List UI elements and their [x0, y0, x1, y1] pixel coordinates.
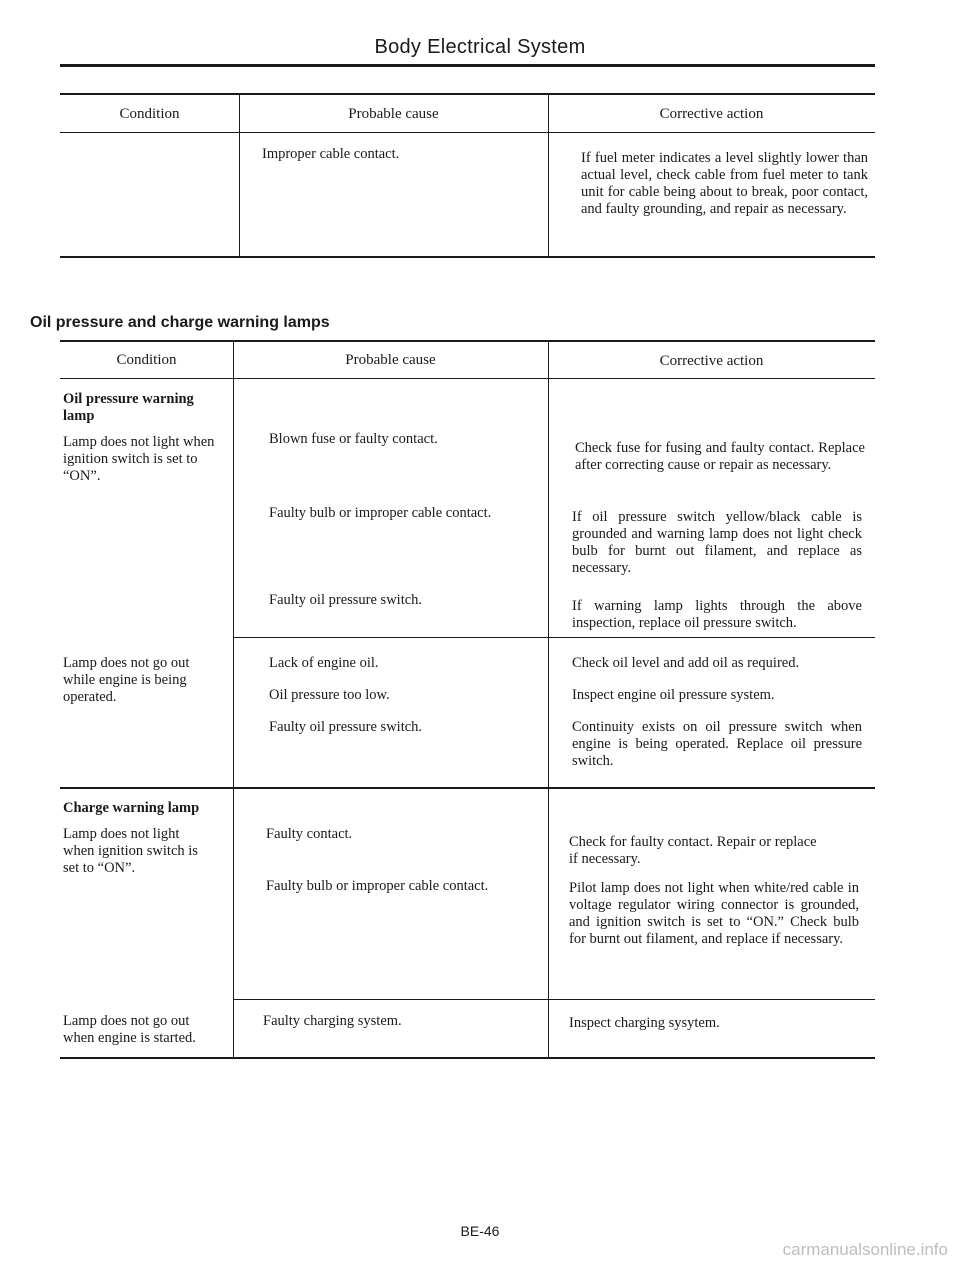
table-bottom-rule [60, 256, 875, 258]
column-header-probable-cause: Probable cause [348, 106, 439, 122]
condition-cell: Lamp does not light when ignition switch is set to “ON”. [63, 434, 215, 484]
group-divider [60, 787, 875, 789]
action-cell: Check oil level and add oil as required. [572, 655, 800, 671]
cause-cell: Faulty oil pressure switch. [269, 719, 423, 735]
action-cell: Pilot lamp does not light when white/red cable in voltage regulator wiring connector is grounded, and ignition switch is set to “ON.” Check bulb for burnt out filament, and replace if necessary. [569, 880, 859, 947]
action-cell: If oil pressure switch yellow/black cable is grounded and warning lamp does not light check bulb for burnt out filament, and replace as necessary. [572, 509, 862, 576]
column-header-condition: Condition [119, 106, 180, 122]
column-header-corrective-action: Corrective action [659, 106, 764, 122]
table-top-rule [60, 93, 875, 95]
action-cell: Check for faulty contact. Repair or replace if necessary. [569, 834, 817, 867]
action-cell: Inspect charging sysytem. [569, 1015, 720, 1031]
condition-cell: Lamp does not go out while engine is being operated. [63, 655, 190, 705]
section-heading: Oil pressure and charge warning lamps [30, 314, 330, 331]
cause-cell: Faulty bulb or improper cable contact. [266, 878, 489, 894]
row-divider [233, 999, 875, 1000]
group-title-oil-pressure: Oil pressure warning lamp [63, 391, 194, 424]
table-bottom-rule [60, 1057, 875, 1059]
cause-cell: Faulty contact. [266, 826, 353, 842]
cause-cell: Faulty oil pressure switch. [269, 592, 423, 608]
cause-cell: Blown fuse or faulty contact. [269, 431, 438, 447]
cause-cell: Lack of engine oil. [269, 655, 379, 671]
action-cell: If fuel meter indicates a level slightly lower than actual level, check cable from fuel meter to tank unit for cable being about to break, poor contact, and faulty grounding, and repair as necessary. [581, 150, 868, 217]
condition-cell: Lamp does not go out when engine is started. [63, 1013, 196, 1046]
column-header-probable-cause: Probable cause [345, 352, 436, 368]
cause-cell: Faulty charging system. [263, 1013, 402, 1029]
cause-cell: Improper cable contact. [262, 146, 400, 162]
condition-cell: Lamp does not light when ignition switch is set to “ON”. [63, 826, 198, 876]
row-divider [233, 637, 875, 638]
action-cell: If warning lamp lights through the above inspection, replace oil pressure switch. [572, 598, 862, 631]
column-divider [233, 340, 234, 1057]
action-cell: Inspect engine oil pressure system. [572, 687, 775, 703]
cause-cell: Faulty bulb or improper cable contact. [269, 505, 492, 521]
column-divider [548, 340, 549, 1057]
group-title-charge: Charge warning lamp [63, 800, 200, 816]
action-cell: Check fuse for fusing and faulty contact. Replace after correcting cause or repair as necessary. [575, 440, 865, 473]
page-number: BE-46 [460, 1223, 500, 1239]
page-header-title: Body Electrical System [374, 36, 586, 58]
header-rule [60, 64, 875, 67]
table-top-rule [60, 340, 875, 342]
column-header-corrective-action: Corrective action [659, 353, 764, 369]
action-cell: Continuity exists on oil pressure switch when engine is being operated. Replace oil pressure switch. [572, 719, 862, 769]
footer-watermark: carmanualsonline.info [782, 1240, 948, 1259]
table-header-rule [60, 132, 875, 133]
cause-cell: Oil pressure too low. [269, 687, 390, 703]
column-header-condition: Condition [116, 352, 177, 368]
table-header-rule [60, 378, 875, 379]
